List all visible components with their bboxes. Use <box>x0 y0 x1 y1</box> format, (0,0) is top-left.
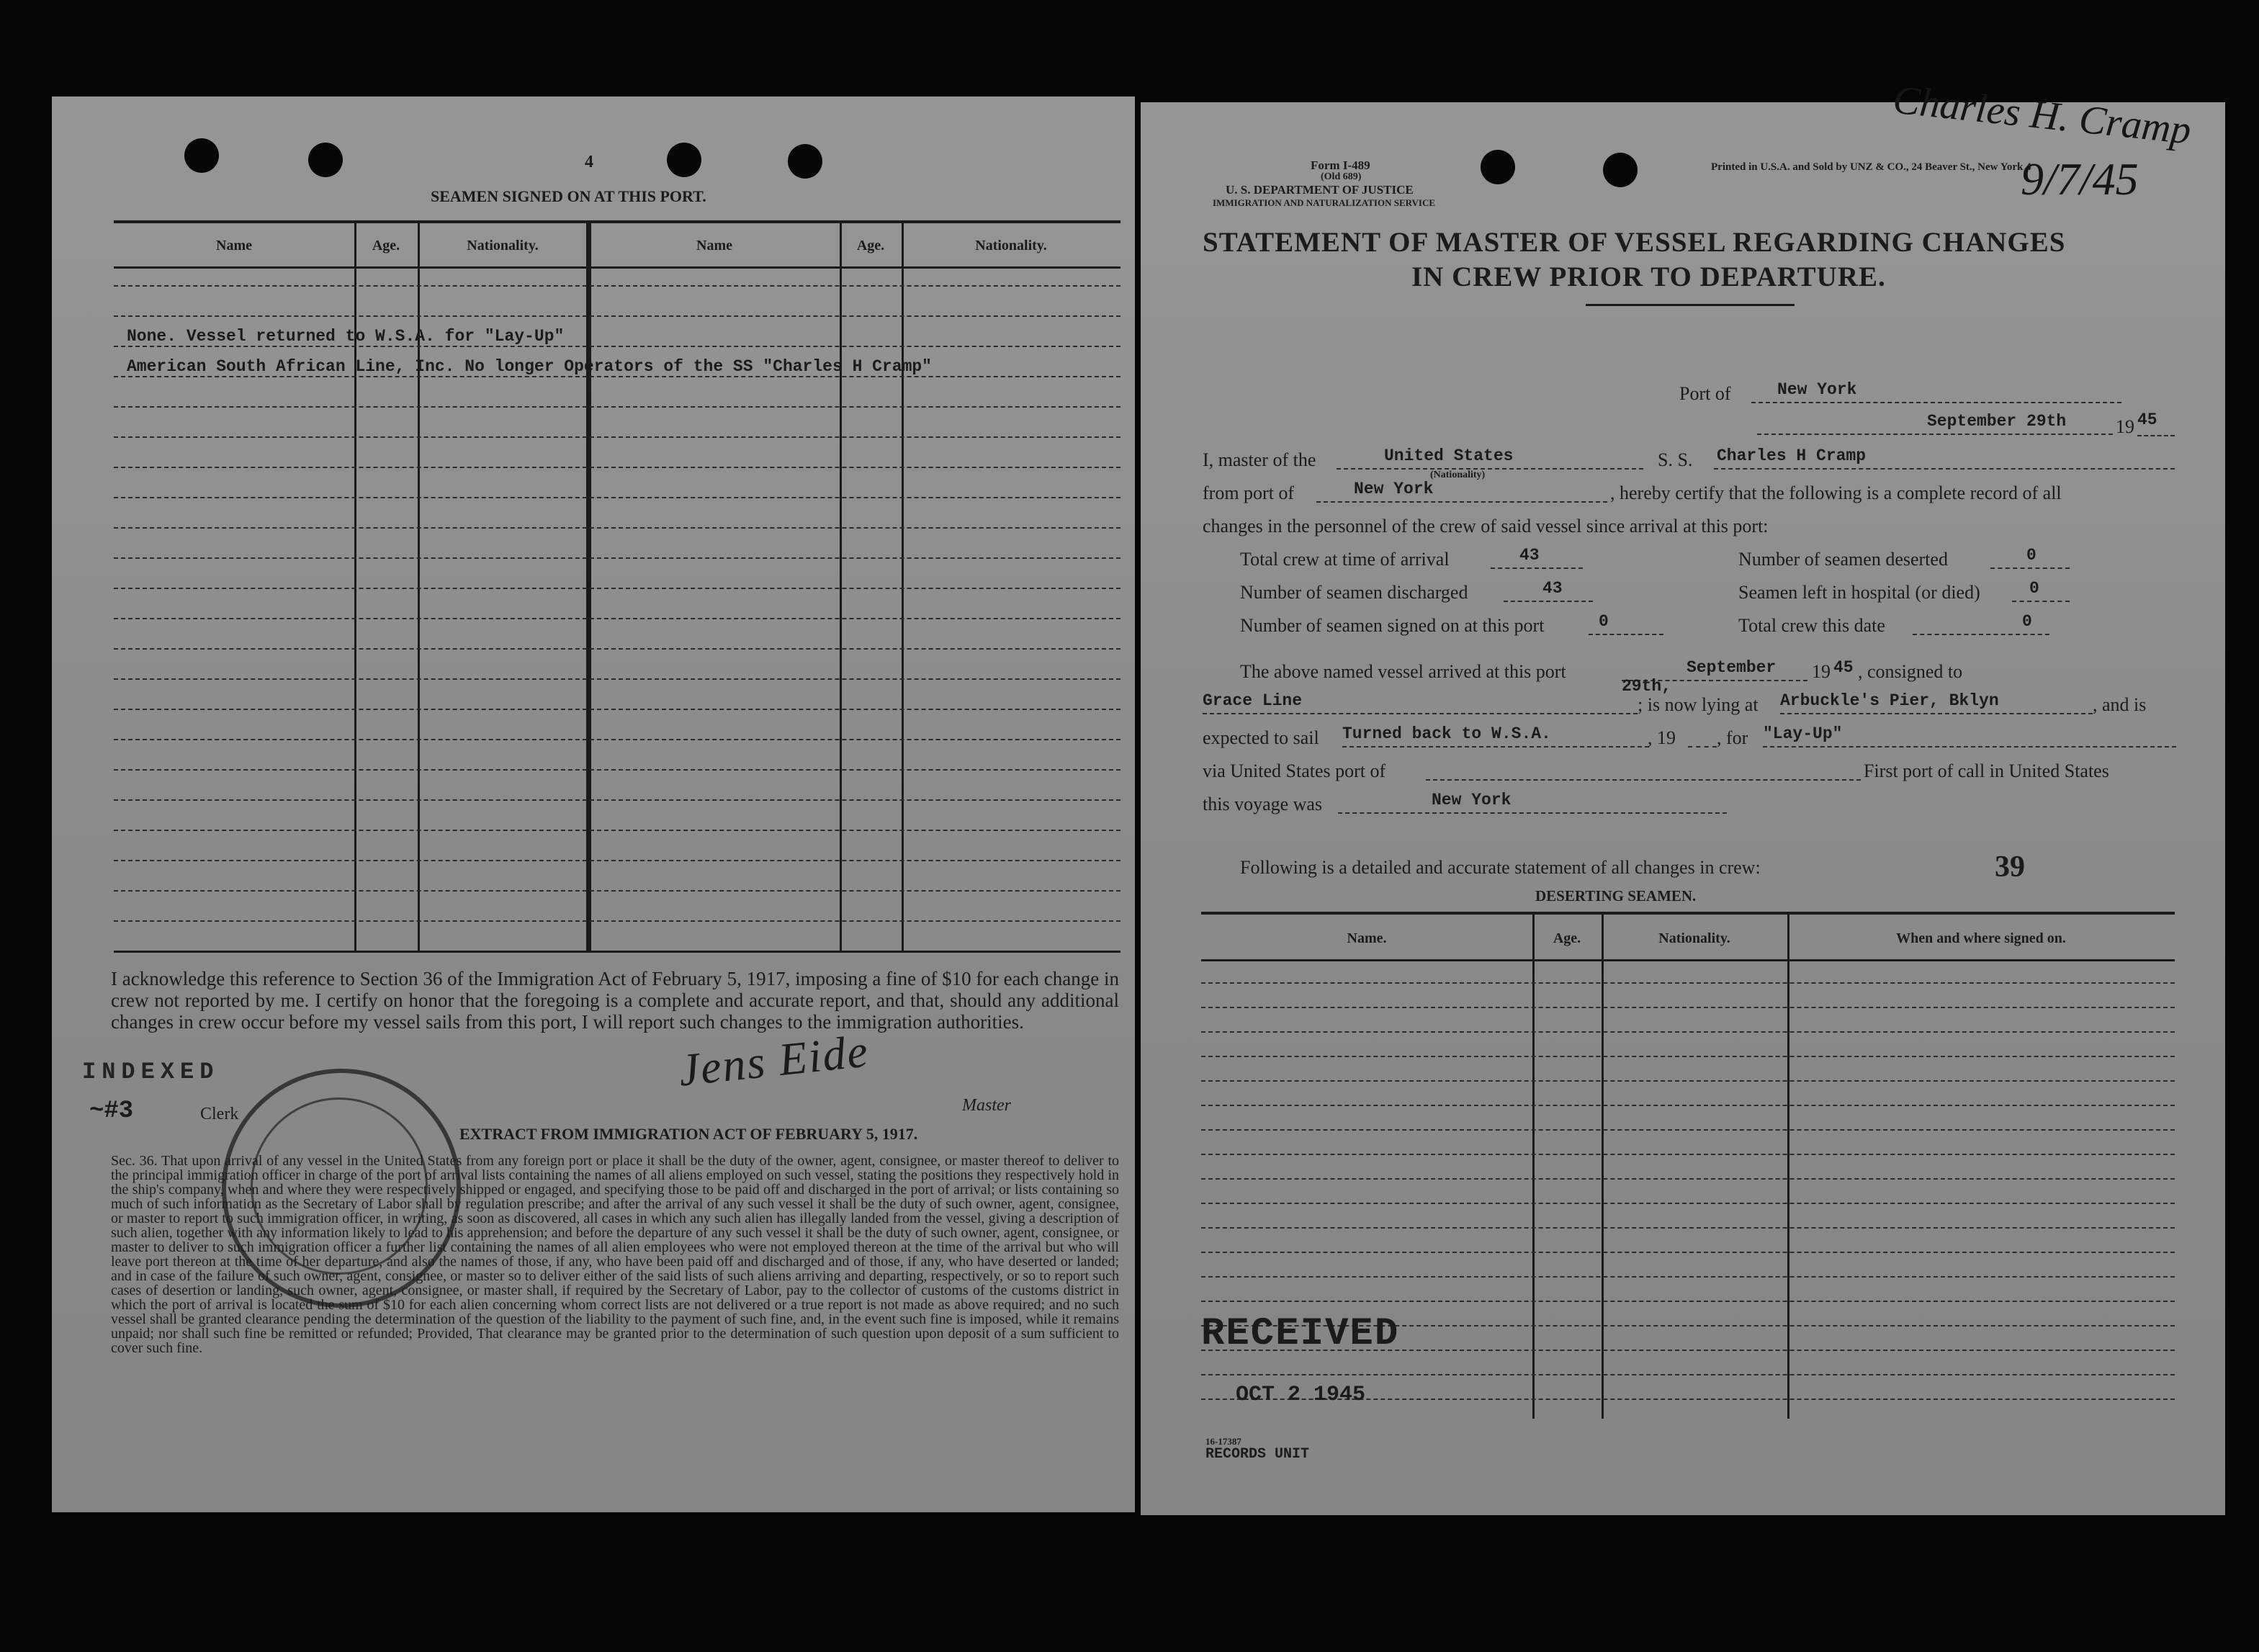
row-rule <box>1201 1154 2175 1155</box>
row-rule <box>114 648 1120 650</box>
punch-hole <box>1481 150 1515 184</box>
nationality-value: United States <box>1384 446 1514 465</box>
total-arrival-label: Total crew at time of arrival <box>1240 549 1450 570</box>
signed-on-label: Number of seamen signed on at this port <box>1240 615 1545 636</box>
row-rule <box>114 376 1120 377</box>
lying-value: Arbuckle's Pier, Bklyn <box>1780 691 1999 710</box>
master-of-label: I, master of the <box>1203 449 1316 470</box>
port-label: Port of <box>1679 383 1731 404</box>
row-rule <box>1201 1129 2175 1131</box>
first-port-label: First port of call in United States <box>1864 760 2109 781</box>
consigned-label: , consigned to <box>1858 661 1963 682</box>
expected-label: expected to sail <box>1203 727 1319 748</box>
total-arrival-field <box>1491 546 1583 569</box>
right-page <box>1141 77 2225 1515</box>
row-rule <box>1201 1203 2175 1204</box>
row-rule <box>1201 1178 2175 1180</box>
row-rule <box>114 739 1120 740</box>
and-is-label: , and is <box>2093 694 2147 715</box>
received-stamp: RECEIVED <box>1201 1312 1400 1356</box>
records-unit: RECORDS UNIT <box>1205 1446 1310 1463</box>
for-label: , for <box>1717 727 1748 748</box>
desert-column-divider <box>1787 915 1789 1419</box>
extract-text: Sec. 36. That upon arrival of any vessel in the United States from any foreign port or place it shall be the duty of the owner, agent, consignee, or master thereof to deliver to the principal immigration officer in charge of the port of arrival lists containing the names of all aliens employed on such vessel, stating the positions they respectively hold in the ship's company, when and where they were respectively shipped or engaged, and specifying those to be paid off and discharged in the port of arrival; or lists containing so much of such information as the Secretary of Labor shall by regulation prescribe; and after the arrival of any such vessel it shall be the duty of such owner, agent, consignee, or master to report to such immigration officer, in writing, as soon as discovered, all cases in which any such alien has illegally landed from the vessel, giving a description of such alien, together with any information likely to lead to his apprehension; and before the departure of any such vessel it shall be the duty of such owner, agent, consignee, or master to deliver to such immigration officer a further list containing the names of all alien employees who were not employed thereon at the time of the arrival but who will leave port thereon at the time of her departure, and also the names of those, if any, who have been paid off and discharged and of those, if any, who have deserted or landed; and in case of the failure of such owner, agent, consignee, or master so to deliver either of the said lists of such aliens arriving and departing, respectively, or so to report such cases of desertion or landing, such owner, agent, consignee, or master shall, if required by the Secretary of Labor, pay to the collector of customs of the customs district in which the port of arrival is located the sum of $10 for each alien concerning whom correct lists are not delivered or a true report is not made as above required; and no such vessel shall be granted clearance pending the determination of the question of the liability to the payment of such fine, and, in the event such fine is imposed, while it remains unpaid; nor shall such fine be remitted or refunded; Provided, That clearance may be granted prior to the determination of such question upon deposit of a sum sufficient to cover such fine. <box>111 1153 1119 1356</box>
punch-hole <box>667 143 701 177</box>
row-rule <box>1201 1056 2175 1057</box>
records-code: 16-17387 <box>1205 1436 1241 1447</box>
row-rule <box>114 890 1120 892</box>
sail-year-label: , 19 <box>1648 727 1676 748</box>
total-date-value: 0 <box>2022 612 2032 631</box>
lying-label: ; is now lying at <box>1638 694 1759 715</box>
desert-column-header: Age. <box>1553 930 1581 946</box>
hospital-value: 0 <box>2029 579 2039 598</box>
ship-field <box>1714 446 2175 470</box>
arrived-year: 45 <box>1833 658 1854 677</box>
form-number: Form I-489 <box>1311 158 1370 172</box>
column-header: Nationality. <box>975 238 1047 253</box>
via-label: via United States port of <box>1203 760 1386 781</box>
discharged-label: Number of seamen discharged <box>1240 582 1468 603</box>
desert-column-header: Nationality. <box>1658 930 1730 946</box>
row-rule <box>1201 1252 2175 1253</box>
table-top-rule <box>114 220 1120 223</box>
row-rule <box>1201 1080 2175 1082</box>
row-rule <box>114 557 1120 559</box>
row-rule <box>114 527 1120 529</box>
row-rule <box>1201 1374 2175 1375</box>
arrived-label: The above named vessel arrived at this port <box>1240 661 1566 682</box>
table-bottom-rule <box>114 951 1120 953</box>
arrived-value: September 29th, <box>1622 658 1777 696</box>
certify-text: , hereby certify that the following is a complete record of all <box>1610 482 2062 503</box>
row-rule <box>114 678 1120 680</box>
master-signature: Jens Eide <box>675 1025 871 1096</box>
punch-hole <box>308 143 343 177</box>
from-port-label: from port of <box>1203 482 1295 503</box>
row-rule <box>114 830 1120 831</box>
form-title-line-2: IN CREW PRIOR TO DEPARTURE. <box>1411 261 1886 292</box>
row-rule <box>114 346 1120 347</box>
arrived-year-prefix: 19 <box>1812 661 1831 682</box>
discharged-field <box>1504 579 1593 602</box>
date-value: September 29th <box>1927 412 2067 431</box>
discharged-value: 43 <box>1542 579 1563 598</box>
column-header: Nationality. <box>467 238 539 253</box>
desert-table-header-rule <box>1201 959 2175 961</box>
sail-year-field <box>1688 724 1717 748</box>
row-rule <box>114 406 1120 408</box>
row-rule <box>1201 1227 2175 1229</box>
year-underline <box>2137 435 2175 436</box>
column-header: Age. <box>856 238 885 253</box>
section-title: SEAMEN SIGNED ON AT THIS PORT. <box>431 187 706 205</box>
handwritten-count: 39 <box>1995 850 2025 884</box>
desert-column-header: When and where signed on. <box>1896 930 2066 946</box>
changes-text: changes in the personnel of the crew of said vessel since arrival at this port: <box>1203 516 1769 537</box>
year-prefix: 19 <box>2116 416 2134 437</box>
form-old-number: (Old 689) <box>1321 171 1362 182</box>
row-rule <box>114 497 1120 498</box>
expected-field <box>1342 724 1649 748</box>
punch-hole <box>184 138 219 173</box>
punch-hole <box>788 144 822 179</box>
total-date-field <box>1913 612 2049 635</box>
desert-table-top-rule <box>1201 912 2175 915</box>
deserting-title: DESERTING SEAMEN. <box>1535 887 1697 904</box>
column-header: Name <box>696 238 732 253</box>
entry-line-1: None. Vessel returned to W.S.A. for "Lay-Up" <box>127 327 565 346</box>
column-header: Name <box>216 238 252 253</box>
entry-line-2: American South African Line, Inc. No longer Operators of the SS "Charles H Cramp" <box>127 357 932 376</box>
page-number: 4 <box>585 153 593 171</box>
this-voyage-value: New York <box>1432 791 1512 809</box>
column-divider <box>840 223 842 951</box>
received-date: OCT 2 1945 <box>1236 1383 1366 1407</box>
row-rule <box>114 709 1120 710</box>
desert-column-header: Name. <box>1347 930 1387 946</box>
title-underline <box>1586 304 1795 306</box>
arrived-field <box>1622 658 1807 696</box>
service-name: IMMIGRATION AND NATURALIZATION SERVICE <box>1213 197 1436 208</box>
form-title-line-1: STATEMENT OF MASTER OF VESSEL REGARDING CHANGES <box>1203 227 2066 258</box>
for-field <box>1763 724 2176 748</box>
row-rule <box>1201 1301 2175 1302</box>
nationality-field <box>1337 446 1643 470</box>
total-arrival-value: 43 <box>1519 546 1540 565</box>
row-rule <box>114 467 1120 468</box>
port-field <box>1751 380 2121 403</box>
column-divider <box>902 223 904 951</box>
this-voyage-field <box>1338 791 1727 814</box>
ship-value: Charles H Cramp <box>1717 446 1867 465</box>
left-page <box>52 96 1135 1512</box>
table-header-rule <box>114 266 1120 269</box>
lying-field <box>1780 691 2093 714</box>
signed-on-value: 0 <box>1599 612 1609 631</box>
row-rule <box>114 436 1120 438</box>
department-name: U. S. DEPARTMENT OF JUSTICE <box>1226 183 1414 197</box>
clerk-label: Clerk <box>200 1105 239 1123</box>
handwritten-ship-name: Charles H. Cramp <box>1890 77 2193 153</box>
column-divider <box>589 223 591 951</box>
row-rule <box>114 920 1120 922</box>
port-value: New York <box>1777 380 1857 399</box>
consignee-value: Grace Line <box>1203 691 1303 710</box>
row-rule <box>114 285 1120 287</box>
following-text: Following is a detailed and accurate statement of all changes in crew: <box>1240 857 1761 878</box>
row-rule <box>114 315 1120 317</box>
expected-value: Turned back to W.S.A. <box>1342 724 1551 743</box>
extract-title: EXTRACT FROM IMMIGRATION ACT OF FEBRUARY 5, 1917. <box>459 1125 918 1143</box>
year-value: 45 <box>2137 410 2157 429</box>
clerk-mark: ~#3 <box>89 1097 134 1125</box>
from-port-value: New York <box>1354 480 1434 498</box>
row-rule <box>1201 1276 2175 1278</box>
indexed-stamp: INDEXED <box>82 1059 220 1085</box>
deserted-value: 0 <box>2026 546 2036 565</box>
column-header: Age. <box>372 238 400 253</box>
date-field <box>1757 412 2113 435</box>
row-rule <box>1201 1105 2175 1106</box>
nationality-caption: (Nationality) <box>1430 470 1486 480</box>
hospital-field <box>2012 579 2070 602</box>
row-rule <box>1201 1007 2175 1008</box>
row-rule <box>114 860 1120 861</box>
deserted-label: Number of seamen deserted <box>1738 549 1948 570</box>
from-port-field <box>1316 480 1607 503</box>
row-rule <box>1201 982 2175 984</box>
handwritten-date: 9/7/45 <box>2021 153 2139 205</box>
this-voyage-label: this voyage was <box>1203 794 1323 814</box>
row-rule <box>114 618 1120 619</box>
row-rule <box>1201 1031 2175 1033</box>
hospital-label: Seamen left in hospital (or died) <box>1738 582 1980 603</box>
signed-on-field <box>1589 612 1663 635</box>
for-value: "Lay-Up" <box>1763 724 1843 743</box>
row-rule <box>114 588 1120 589</box>
via-field <box>1426 758 1861 781</box>
desert-column-divider <box>1602 915 1604 1419</box>
ss-label: S. S. <box>1658 449 1693 470</box>
total-date-label: Total crew this date <box>1738 615 1885 636</box>
desert-column-divider <box>1532 915 1535 1419</box>
deserted-field <box>1990 546 2070 569</box>
consignee-field <box>1203 691 1638 714</box>
row-rule <box>114 769 1120 771</box>
master-label: Master <box>962 1096 1011 1115</box>
row-rule <box>114 799 1120 801</box>
punch-hole <box>1603 153 1638 187</box>
printer-note: Printed in U.S.A. and Sold by UNZ & CO., 24 Beaver St., New York 4 <box>1711 161 2031 173</box>
acknowledgement-text: I acknowledge this reference to Section 36 of the Immigration Act of February 5, 1917, imposing a fine of $10 for each change in crew not reported by me. I certify on honor that the foregoing is a complete and accurate report, and that, should any additional changes in crew occur before my vessel sails from this port, I will report such changes to the immigration authorities. <box>111 968 1119 1033</box>
